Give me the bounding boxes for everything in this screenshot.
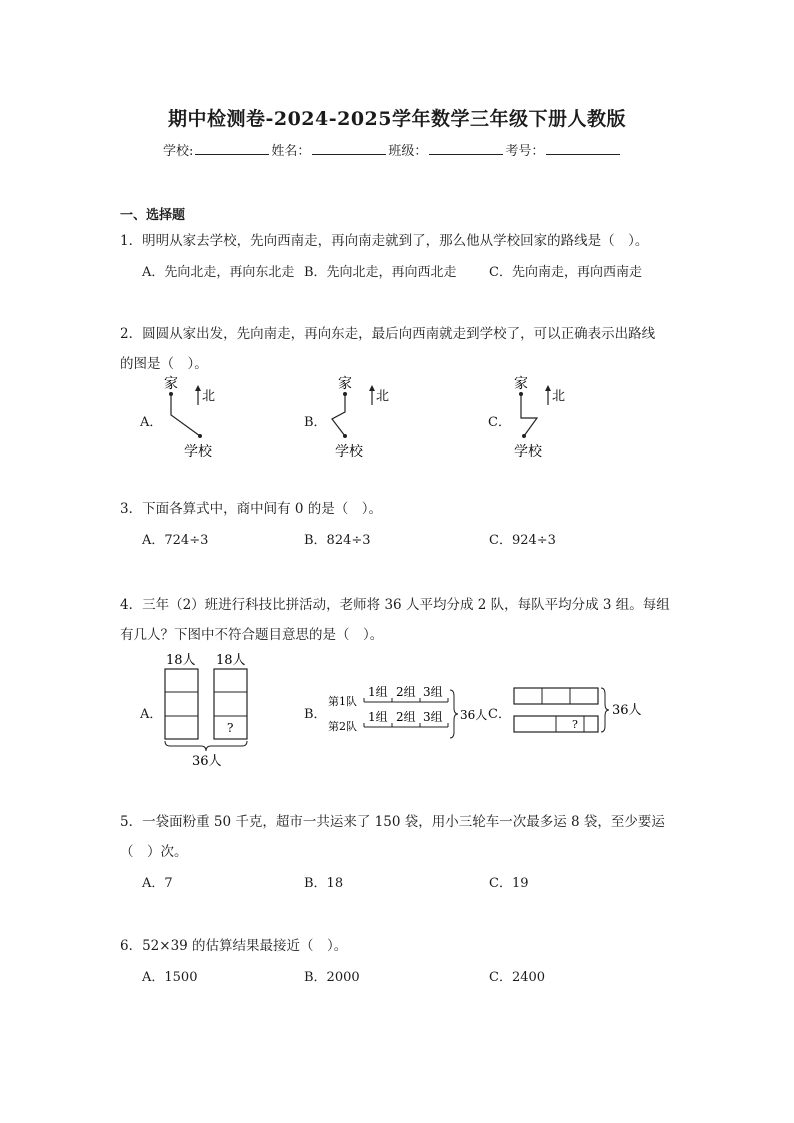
total-label: 36人 — [460, 708, 488, 722]
q1-option-b[interactable]: B．先向北走，再向西北走 — [304, 265, 457, 280]
q3-option-a[interactable]: A．724÷3 — [142, 533, 209, 548]
north-label: 北 — [376, 389, 390, 404]
page-title: 期中检测卷-2024-2025学年数学三年级下册人教版 — [167, 108, 627, 130]
section-title: 一、选择题 — [120, 208, 186, 223]
home-label: 家 — [514, 376, 528, 392]
total-brace — [450, 690, 458, 738]
class-label: 班级： — [388, 144, 428, 159]
school-label: 学校: — [163, 144, 194, 159]
q4-option-b[interactable]: B． — [304, 707, 327, 722]
q5-option-a[interactable]: A．7 — [142, 876, 173, 891]
q5-stem-line2: （ ）次。 — [120, 844, 188, 860]
team2-count-label: 18人 — [216, 653, 246, 668]
total-brace — [165, 741, 247, 751]
total-brace — [601, 688, 609, 732]
group-label: 3组 — [423, 710, 443, 724]
school-dot — [343, 434, 347, 438]
route-line — [521, 394, 537, 436]
q6-option-c[interactable]: C．2400 — [489, 970, 546, 985]
class-blank[interactable] — [429, 141, 503, 155]
team2-label: 第2队 — [328, 720, 357, 733]
home-label: 家 — [338, 376, 352, 392]
q5-option-b[interactable]: B．18 — [304, 876, 344, 891]
q3-option-c[interactable]: C．924÷3 — [489, 533, 556, 548]
q2-route-diagram-c — [508, 372, 583, 464]
q4-option-a[interactable]: A． — [140, 707, 163, 722]
north-arrow-head-icon — [545, 385, 551, 391]
q4-option-c[interactable]: C． — [488, 707, 511, 722]
name-blank[interactable] — [312, 141, 386, 155]
team1-box — [165, 669, 198, 739]
q2-route-diagram-b — [324, 372, 399, 464]
north-label: 北 — [552, 389, 566, 404]
group-label: 1组 — [368, 685, 388, 699]
q3-stem: 3．下面各算式中，商中间有 0 的是（ ）。 — [120, 501, 383, 517]
school-label: 学校 — [335, 444, 363, 460]
school-dot — [522, 434, 526, 438]
q2-stem-line2: 的图是（ ）。 — [120, 356, 208, 372]
q5-stem-line1: 5．一袋面粉重 50 千克，超市一共运来了 150 袋，用小三轮车一次最多运 8 袋，至少要运 — [120, 814, 665, 830]
unknown-mark: ? — [227, 721, 234, 735]
total-label: 36人 — [192, 754, 222, 769]
q5-option-c[interactable]: C．19 — [489, 876, 529, 891]
q1-option-a[interactable]: A．先向北走，再向东北走 — [142, 265, 295, 280]
group-label: 2组 — [396, 685, 416, 699]
student-info-line — [163, 140, 622, 159]
q4-diagram-c — [510, 682, 650, 738]
group-label: 2组 — [396, 710, 416, 724]
team1-count-label: 18人 — [166, 653, 196, 668]
q6-option-b[interactable]: B．2000 — [304, 970, 360, 985]
team1-bar — [514, 688, 598, 704]
name-label: 姓名： — [271, 144, 311, 159]
school-label: 学校 — [184, 444, 212, 460]
q4-stem-line2: 有几人？下图中不符合题目意思的是（ ）。 — [120, 627, 384, 643]
north-label: 北 — [202, 389, 216, 404]
q4-diagram-b — [326, 682, 491, 740]
q4-stem-line1: 4．三年（2）班进行科技比拼活动，老师将 36 人平均分成 2 队，每队平均分成 3 组。每组 — [120, 597, 670, 613]
q2-route-diagram-a — [158, 372, 228, 464]
route-line — [332, 394, 345, 436]
q4-diagram-a — [158, 648, 258, 770]
q2-stem-line1: 2．圆圆从家出发，先向南走，再向东走，最后向西南就走到学校了，可以正确表示出路线 — [120, 326, 656, 342]
north-arrow-head-icon — [369, 385, 375, 391]
exam-no-blank[interactable] — [546, 141, 620, 155]
group-label: 3组 — [423, 685, 443, 699]
q2-option-c[interactable]: C． — [488, 415, 511, 430]
exam-no-label: 考号： — [505, 144, 545, 159]
q6-stem: 6．52×39 的估算结果最接近（ ）。 — [120, 938, 348, 954]
team1-label: 第1队 — [328, 695, 357, 708]
home-label: 家 — [164, 376, 178, 392]
q2-option-b[interactable]: B． — [304, 415, 327, 430]
q6-option-a[interactable]: A．1500 — [142, 970, 198, 985]
total-label: 36人 — [612, 703, 642, 718]
route-line — [171, 394, 200, 436]
group-label: 1组 — [368, 710, 388, 724]
school-dot — [198, 434, 202, 438]
q1-stem: 1．明明从家去学校，先向西南走，再向南走就到了，那么他从学校回家的路线是（ ）。 — [120, 233, 649, 249]
north-arrow-head-icon — [195, 385, 201, 391]
q3-option-b[interactable]: B．824÷3 — [304, 533, 371, 548]
q2-option-a[interactable]: A． — [140, 415, 163, 430]
unknown-mark: ? — [572, 718, 578, 731]
school-label: 学校 — [514, 444, 542, 460]
school-blank[interactable] — [195, 141, 269, 155]
q1-option-c[interactable]: C．先向南走，再向西南走 — [489, 265, 642, 280]
